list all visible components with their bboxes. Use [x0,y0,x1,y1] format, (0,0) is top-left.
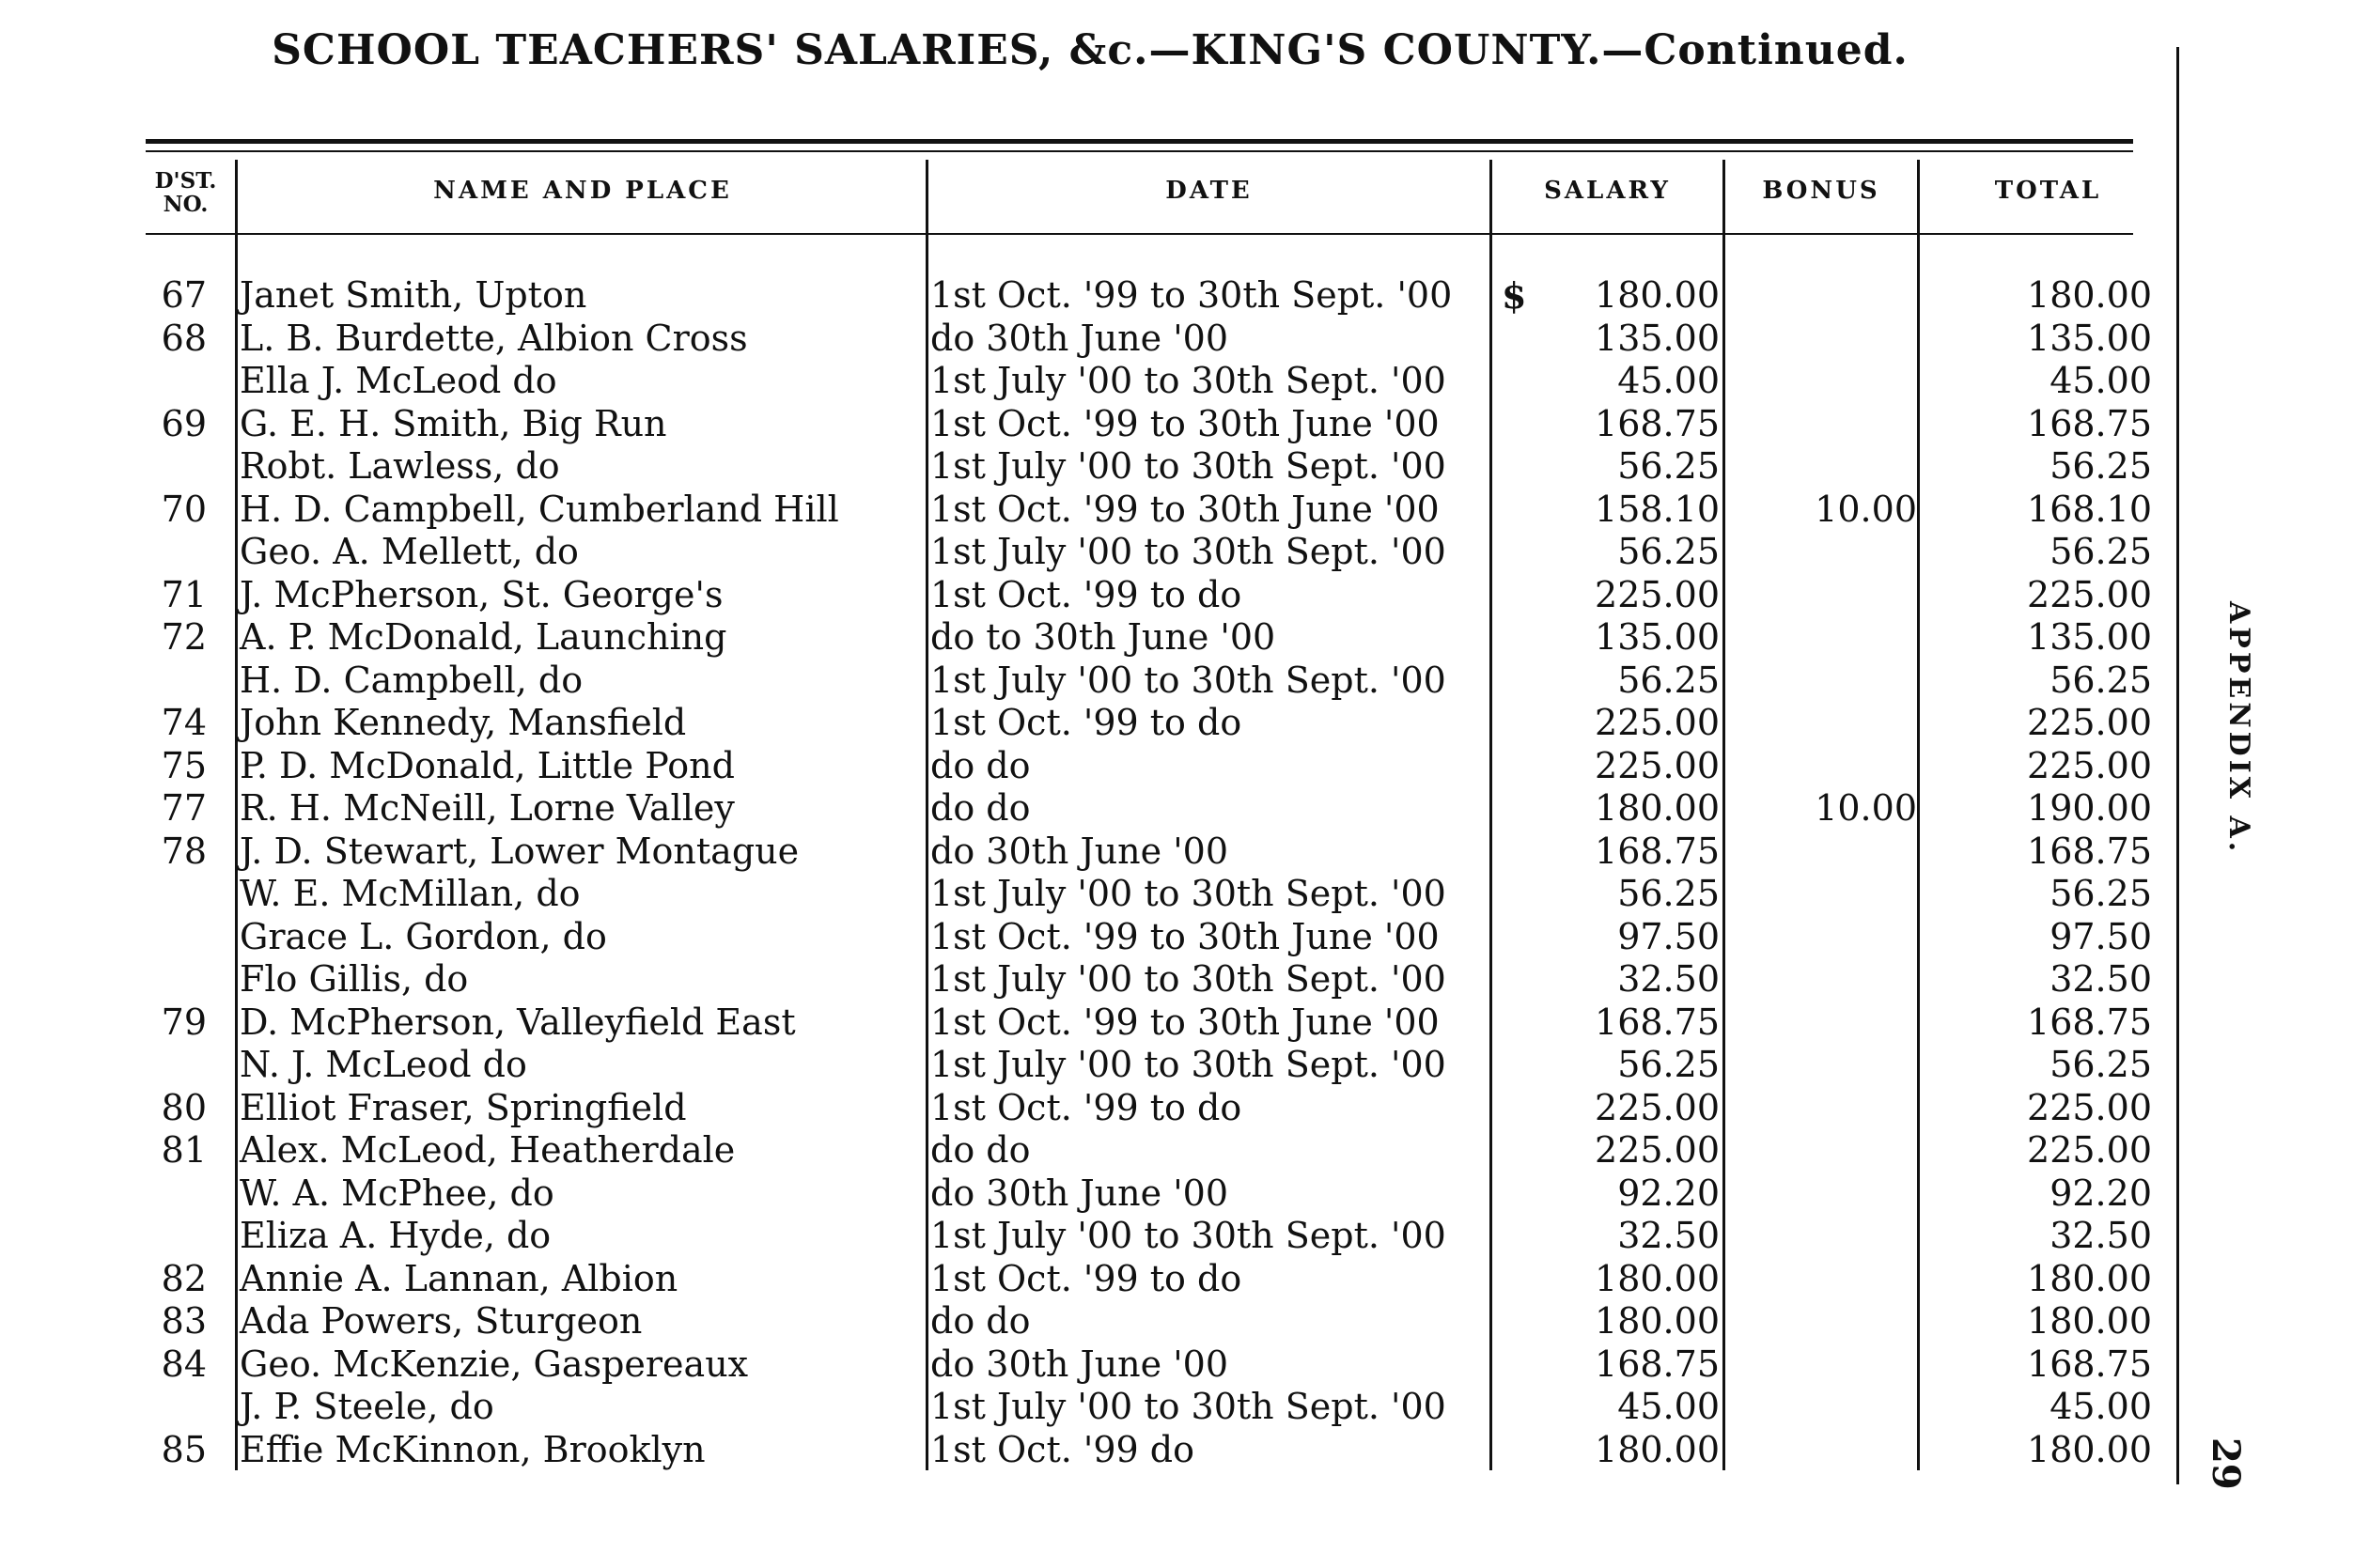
name-place-cell: John Kennedy, Mansfield [240,702,687,743]
table-row [0,489,2180,532]
date-cell: 1st July '00 to 30th Sept. '00 [930,360,1446,401]
salary-cell: 180.00 [1595,1428,1720,1470]
total-cell: 56.25 [2049,531,2152,572]
dollar-sign: $ [1502,274,1527,317]
total-cell: 225.00 [2027,1086,2152,1128]
date-cell: 1st Oct. '99 to 30th June '00 [930,915,1440,957]
dist-number-cell: 81 [161,1129,207,1171]
date-cell: 1st Oct. '99 to 30th Sept. '00 [930,274,1453,316]
dist-number-cell: 85 [161,1428,207,1470]
total-cell: 56.25 [2049,1044,2152,1085]
total-cell: 56.25 [2049,445,2152,487]
salary-cell: 225.00 [1595,702,1720,743]
table-row [0,1386,2180,1429]
dist-number-cell: 79 [161,1001,207,1043]
total-cell: 190.00 [2027,787,2152,829]
table-row [0,1129,2180,1172]
dist-number-cell: 74 [161,702,207,743]
dist-number-cell: 78 [161,830,207,872]
total-cell: 135.00 [2027,317,2152,359]
table-row [0,274,2180,318]
date-cell: 1st July '00 to 30th Sept. '00 [930,1215,1446,1256]
salary-cell: 56.25 [1617,1044,1720,1085]
total-cell: 56.25 [2049,659,2152,701]
bonus-cell: 10.00 [1815,488,1917,530]
date-cell: 1st Oct. '99 to 30th June '00 [930,1001,1440,1043]
total-cell: 168.75 [2027,1001,2152,1043]
total-cell: 92.20 [2049,1172,2152,1214]
total-cell: 168.75 [2027,830,2152,872]
name-place-cell: Elliot Fraser, Springfield [240,1086,687,1128]
table-row [0,1172,2180,1216]
name-place-cell: Effie McKinnon, Brooklyn [240,1428,706,1470]
table-row [0,1300,2180,1343]
total-cell: 180.00 [2027,1300,2152,1342]
date-cell: 1st July '00 to 30th Sept. '00 [930,445,1446,487]
name-place-cell: Robt. Lawless, do [240,445,560,487]
table-row [0,958,2180,1001]
name-place-cell: P. D. McDonald, Little Pond [240,744,735,786]
salary-cell: 32.50 [1617,958,1720,1000]
total-cell: 180.00 [2027,1257,2152,1299]
salary-cell: 168.75 [1595,830,1720,872]
table-row [0,616,2180,660]
date-cell: do 30th June '00 [930,1343,1229,1385]
header-total: TOTAL [1994,177,2102,205]
name-place-cell: D. McPherson, Valleyfield East [240,1001,796,1043]
date-cell: 1st Oct. '99 to 30th June '00 [930,488,1440,530]
total-cell: 168.10 [2027,488,2152,530]
salary-table-body [0,274,2180,1471]
header-top-rule-thick [146,139,2133,144]
date-cell: 1st July '00 to 30th Sept. '00 [930,531,1446,572]
total-cell: 97.50 [2049,915,2152,957]
name-place-cell: Ella J. McLeod do [240,360,557,401]
date-cell: 1st Oct. '99 to do [930,702,1242,743]
table-row [0,660,2180,703]
name-place-cell: R. H. McNeill, Lorne Valley [240,787,735,829]
table-row [0,1087,2180,1130]
date-cell: 1st Oct. '99 to do [930,1257,1242,1299]
salary-cell: 180.00 [1595,1257,1720,1299]
name-place-cell: Geo. A. Mellett, do [240,531,579,572]
name-place-cell: Annie A. Lannan, Albion [240,1257,678,1299]
table-row [0,403,2180,446]
salary-cell: 45.00 [1617,360,1720,401]
header-date: DATE [1165,177,1253,205]
table-row [0,1429,2180,1472]
dist-number-cell: 71 [161,573,207,615]
date-cell: do do [930,744,1031,786]
date-cell: 1st Oct. '99 do [930,1428,1194,1470]
date-cell: 1st Oct. '99 to 30th June '00 [930,402,1440,444]
total-cell: 56.25 [2049,873,2152,914]
date-cell: 1st Oct. '99 to do [930,573,1242,615]
salary-cell: 45.00 [1617,1386,1720,1427]
table-row [0,318,2180,361]
name-place-cell: Flo Gillis, do [240,958,469,1000]
name-place-cell: W. A. McPhee, do [240,1172,554,1214]
name-place-cell: N. J. McLeod do [240,1044,527,1085]
table-row [0,1001,2180,1045]
date-cell: do do [930,787,1031,829]
date-cell: do do [930,1129,1031,1171]
appendix-label: APPENDIX A. [2222,601,2255,856]
table-row [0,445,2180,489]
table-row [0,787,2180,831]
name-place-cell: G. E. H. Smith, Big Run [240,402,667,444]
page-number: 29 [2204,1437,2248,1490]
date-cell: 1st July '00 to 30th Sept. '00 [930,659,1446,701]
table-row [0,702,2180,745]
header-bonus: BONUS [1762,177,1880,205]
salary-cell: 158.10 [1595,488,1720,530]
total-cell: 32.50 [2049,958,2152,1000]
total-cell: 45.00 [2049,360,2152,401]
header-salary: SALARY [1544,177,1671,205]
total-cell: 225.00 [2027,573,2152,615]
date-cell: do 30th June '00 [930,830,1229,872]
header-dist [136,169,235,216]
dist-number-cell: 75 [161,744,207,786]
total-cell: 168.75 [2027,1343,2152,1385]
header-dist-label: D'ST. [154,168,217,194]
salary-cell: 97.50 [1617,915,1720,957]
name-place-cell: H. D. Campbell, Cumberland Hill [240,488,839,530]
salary-cell: 168.75 [1595,402,1720,444]
dist-number-cell: 83 [161,1300,207,1342]
salary-cell: 180.00 [1595,274,1720,316]
salary-cell: 56.25 [1617,873,1720,914]
name-place-cell: J. D. Stewart, Lower Montague [240,830,800,872]
table-row [0,574,2180,617]
date-cell: 1st Oct. '99 to do [930,1086,1242,1128]
total-cell: 45.00 [2049,1386,2152,1427]
salary-cell: 168.75 [1595,1343,1720,1385]
dist-number-cell: 84 [161,1343,207,1385]
dist-number-cell: 69 [161,402,207,444]
date-cell: do do [930,1300,1031,1342]
dist-number-cell: 72 [161,616,207,658]
header-dist-no-label: NO. [163,192,209,217]
name-place-cell: Grace L. Gordon, do [240,915,607,957]
header-top-rule-thin [146,150,2133,152]
dist-number-cell: 77 [161,787,207,829]
salary-cell: 225.00 [1595,744,1720,786]
total-cell: 180.00 [2027,1428,2152,1470]
dist-number-cell: 67 [161,274,207,316]
salary-cell: 225.00 [1595,1086,1720,1128]
table-row [0,1044,2180,1087]
table-row [0,1258,2180,1301]
dist-number-cell: 68 [161,317,207,359]
table-row [0,745,2180,788]
date-cell: do 30th June '00 [930,317,1229,359]
total-cell: 32.50 [2049,1215,2152,1256]
name-place-cell: J. McPherson, St. George's [240,573,724,615]
total-cell: 180.00 [2027,274,2152,316]
name-place-cell: Eliza A. Hyde, do [240,1215,552,1256]
page-title: SCHOOL TEACHERS' SALARIES, &c.—KING'S COUNTY.—Continued. [272,26,1909,74]
date-cell: do 30th June '00 [930,1172,1229,1214]
salary-cell: 180.00 [1595,787,1720,829]
name-place-cell: L. B. Burdette, Albion Cross [240,317,748,359]
name-place-cell: A. P. McDonald, Launching [240,616,727,658]
name-place-cell: Geo. McKenzie, Gaspereaux [240,1343,749,1385]
name-place-cell: W. E. McMillan, do [240,873,581,914]
salary-cell: 32.50 [1617,1215,1720,1256]
table-row [0,873,2180,916]
salary-cell: 56.25 [1617,659,1720,701]
table-row [0,360,2180,403]
salary-cell: 168.75 [1595,1001,1720,1043]
date-cell: do to 30th June '00 [930,616,1276,658]
salary-cell: 225.00 [1595,1129,1720,1171]
total-cell: 225.00 [2027,744,2152,786]
total-cell: 225.00 [2027,1129,2152,1171]
salary-cell: 56.25 [1617,445,1720,487]
table-row [0,531,2180,574]
total-cell: 168.75 [2027,402,2152,444]
total-cell: 225.00 [2027,702,2152,743]
date-cell: 1st July '00 to 30th Sept. '00 [930,1044,1446,1085]
salary-cell: 225.00 [1595,573,1720,615]
name-place-cell: J. P. Steele, do [240,1386,494,1427]
header-bottom-rule [146,233,2133,235]
date-cell: 1st July '00 to 30th Sept. '00 [930,958,1446,1000]
salary-cell: 180.00 [1595,1300,1720,1342]
date-cell: 1st July '00 to 30th Sept. '00 [930,873,1446,914]
name-place-cell: Ada Powers, Sturgeon [240,1300,643,1342]
table-row [0,916,2180,959]
salary-cell: 135.00 [1595,317,1720,359]
total-cell: 135.00 [2027,616,2152,658]
name-place-cell: Alex. McLeod, Heatherdale [240,1129,736,1171]
table-row [0,831,2180,874]
salary-cell: 92.20 [1617,1172,1720,1214]
name-place-cell: H. D. Campbell, do [240,659,584,701]
salary-cell: 56.25 [1617,531,1720,572]
dist-number-cell: 80 [161,1086,207,1128]
bonus-cell: 10.00 [1815,787,1917,829]
table-row [0,1343,2180,1387]
table-row [0,1215,2180,1258]
date-cell: 1st July '00 to 30th Sept. '00 [930,1386,1446,1427]
name-place-cell: Janet Smith, Upton [240,274,587,316]
dist-number-cell: 82 [161,1257,207,1299]
dist-number-cell: 70 [161,488,207,530]
salary-cell: 135.00 [1595,616,1720,658]
header-name: NAME AND PLACE [433,177,732,205]
